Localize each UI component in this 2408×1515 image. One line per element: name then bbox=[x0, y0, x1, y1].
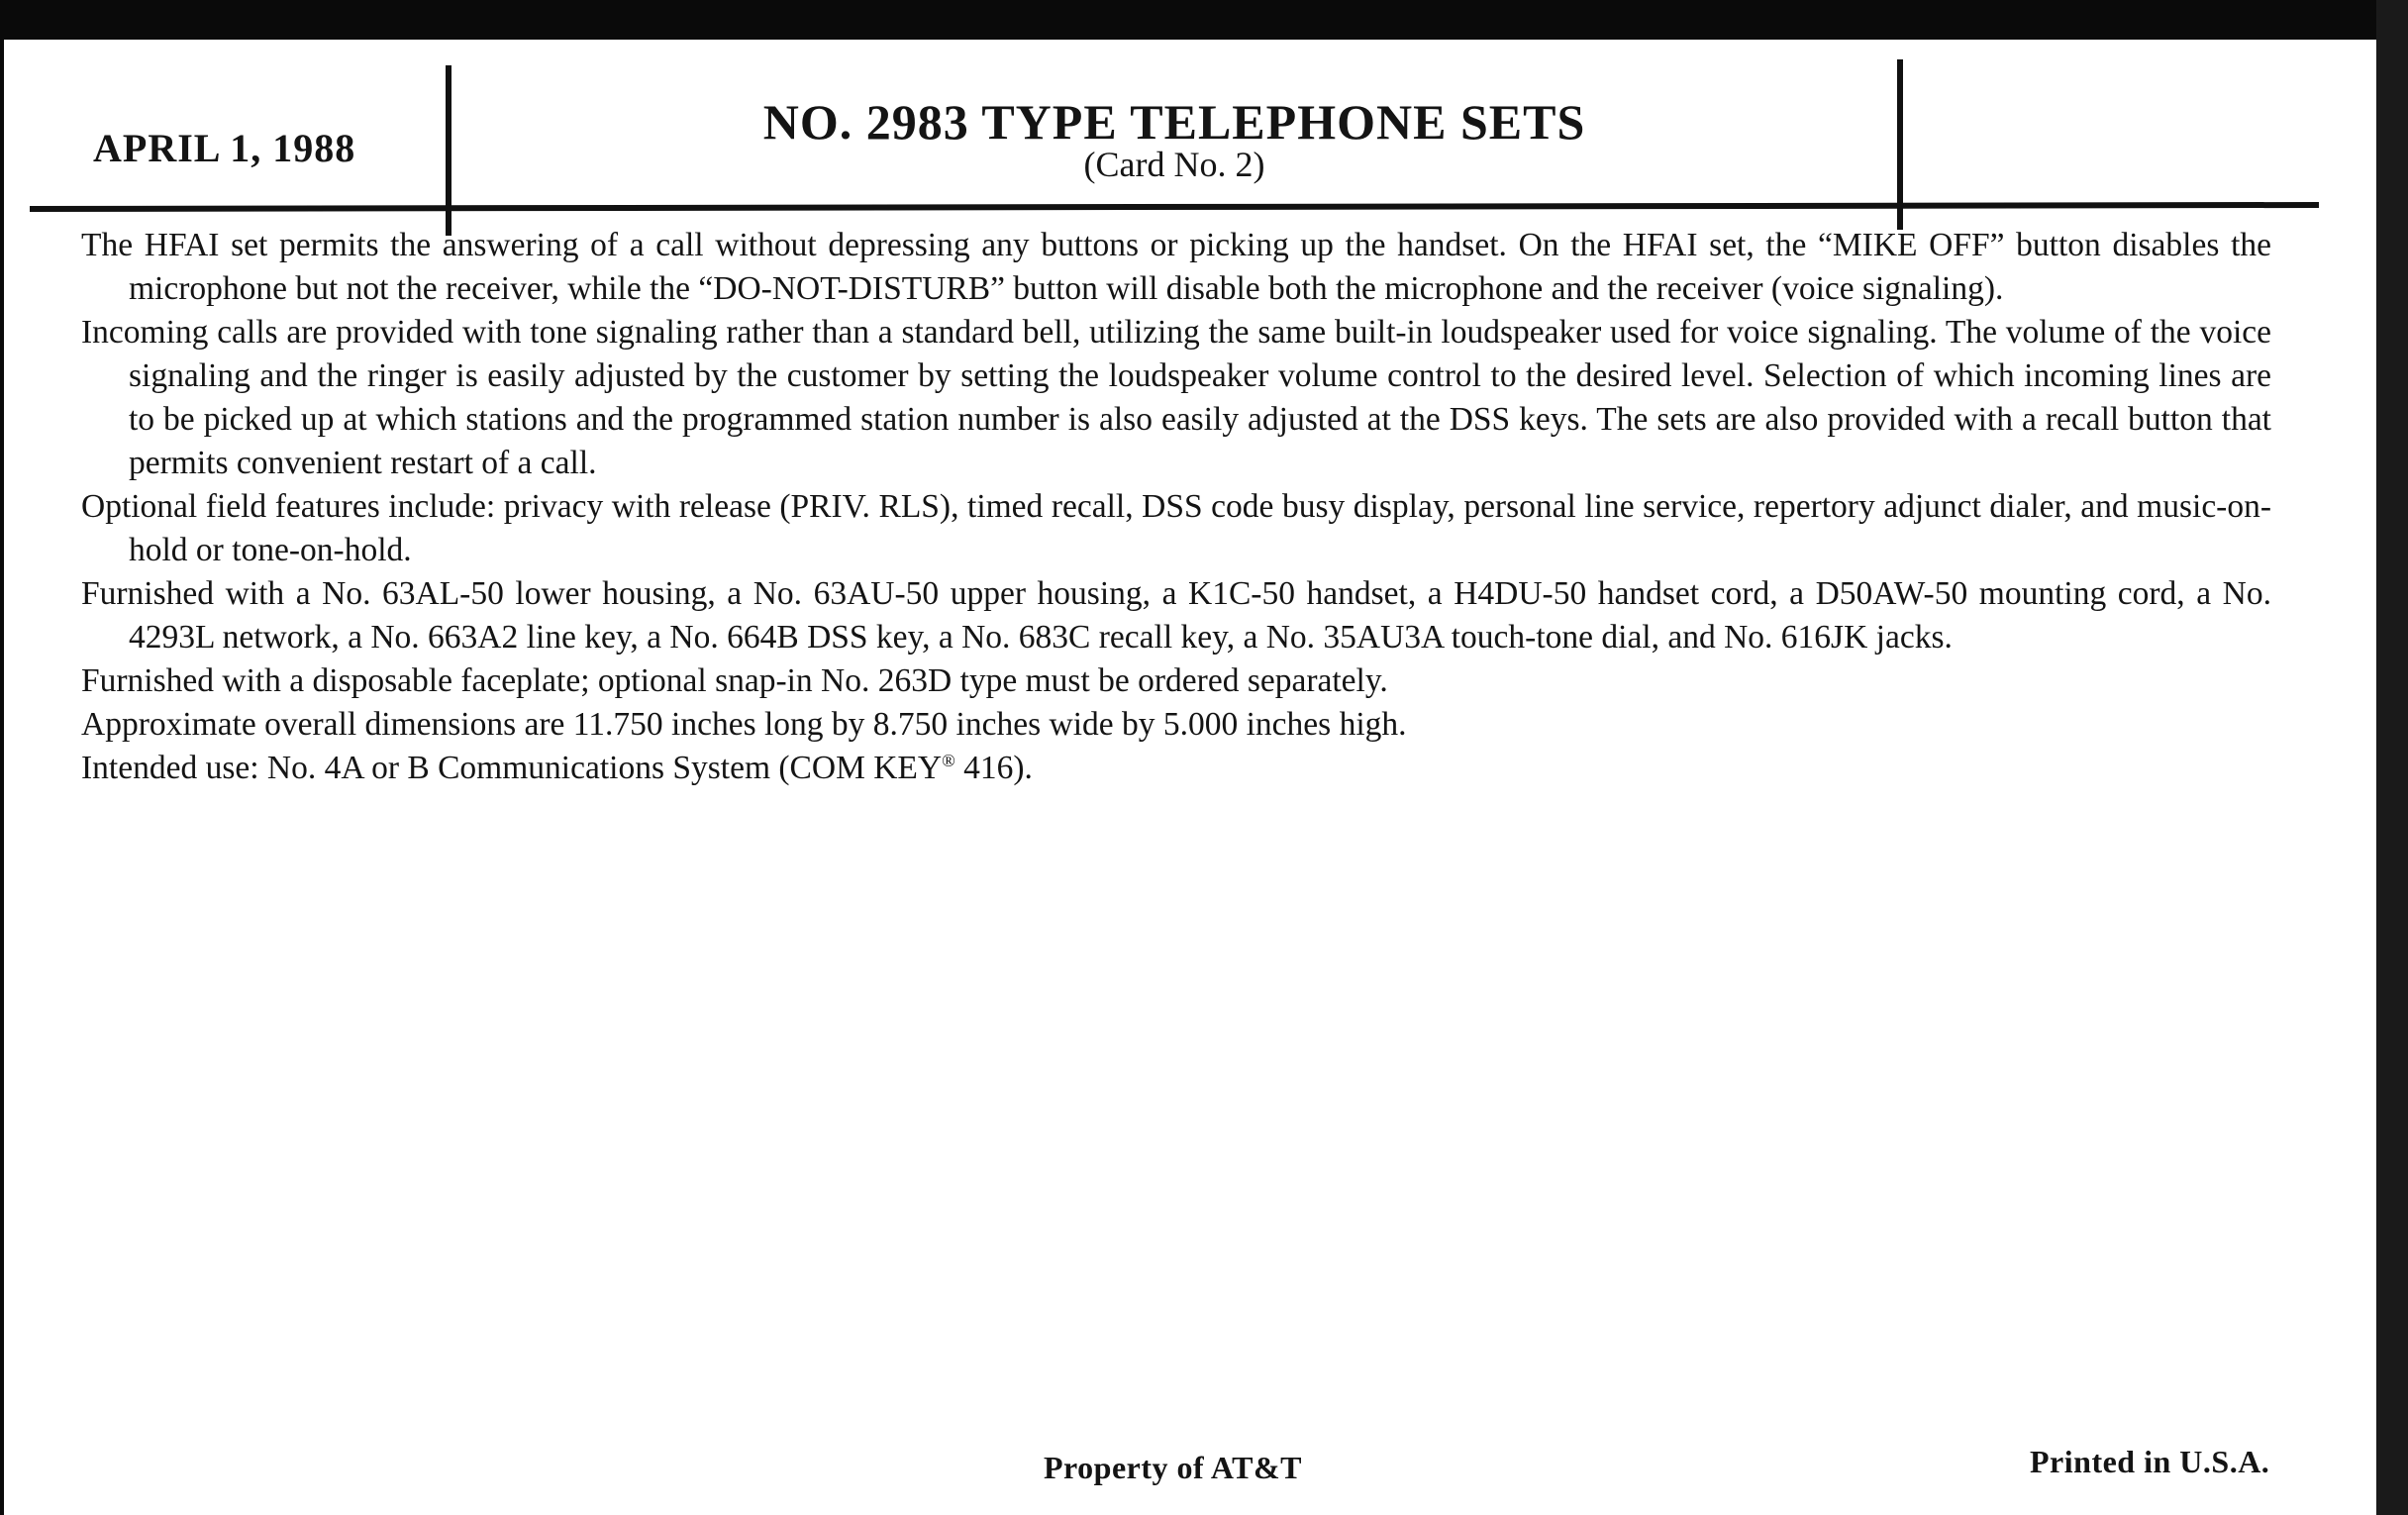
paragraph-dimensions: Approximate overall dimensions are 11.750 inches long by 8.750 inches wide by 5.000 inches high. bbox=[81, 706, 1407, 743]
paragraph-furnished-components: Furnished with a No. 63AL-50 lower housing, a No. 63AU-50 upper housing, a K1C-50 handset, a H4DU-50 handset cord, a D50AW-50 mounting cord, a No. 4293L network, a No. 663A2 line key, a No. 664B DSS key, a No. 683C recall key, a No. 35AU3A touch-tone dial, and No. 616JK jacks. bbox=[81, 575, 2271, 656]
paragraph-faceplate: Furnished with a disposable faceplate; optional snap-in No. 263D type must be ordered separately. bbox=[81, 662, 1388, 699]
paragraph-intended-use bbox=[81, 747, 2271, 790]
intended-use-text: Intended use: No. 4A or B Communications System (COM KEY bbox=[81, 750, 943, 786]
paragraph-hfai: The HFAI set permits the answering of a call without depressing any buttons or picking up the handset. On the HFAI set, the “MIKE OFF” button disables the microphone but not the receiver, while the “DO-NOT-DISTURB” button will disable both the microphone and the receiver (voice signaling). bbox=[81, 227, 2271, 307]
document-body bbox=[81, 224, 2271, 790]
paragraph-incoming-calls: Incoming calls are provided with tone signaling rather than a standard bell, utilizing the same built-in loudspeaker used for voice signaling. The volume of the voice signaling and the ringer is easily adjusted by the customer by setting the loudspeaker volume control to the desired level. Selection of which incoming lines are to be picked up at which stations and the programmed station number is also easily adjusted at the DSS keys. The sets are also provided with a recall button that permits convenient restart of a call. bbox=[81, 314, 2271, 481]
header-rule bbox=[30, 202, 2319, 212]
document-date: APRIL 1, 1988 bbox=[93, 126, 356, 170]
paragraph-optional-features: Optional field features include: privacy with release (PRIV. RLS), timed recall, DSS code busy display, personal line service, repertory adjunct dialer, and music-on-hold or tone-on-hold. bbox=[81, 488, 2271, 568]
document-title: NO. 2983 TYPE TELEPHONE SETS bbox=[762, 94, 1586, 150]
intended-use-suffix: 416). bbox=[954, 750, 1033, 786]
scan-edge bbox=[2376, 0, 2408, 1515]
registered-mark: ® bbox=[942, 750, 955, 770]
document-subtitle: (Card No. 2) bbox=[1083, 145, 1265, 184]
footer-property: Property of AT&T bbox=[1044, 1450, 1302, 1485]
footer-printed: Printed in U.S.A. bbox=[2030, 1444, 2270, 1479]
document-card bbox=[4, 40, 2376, 1515]
